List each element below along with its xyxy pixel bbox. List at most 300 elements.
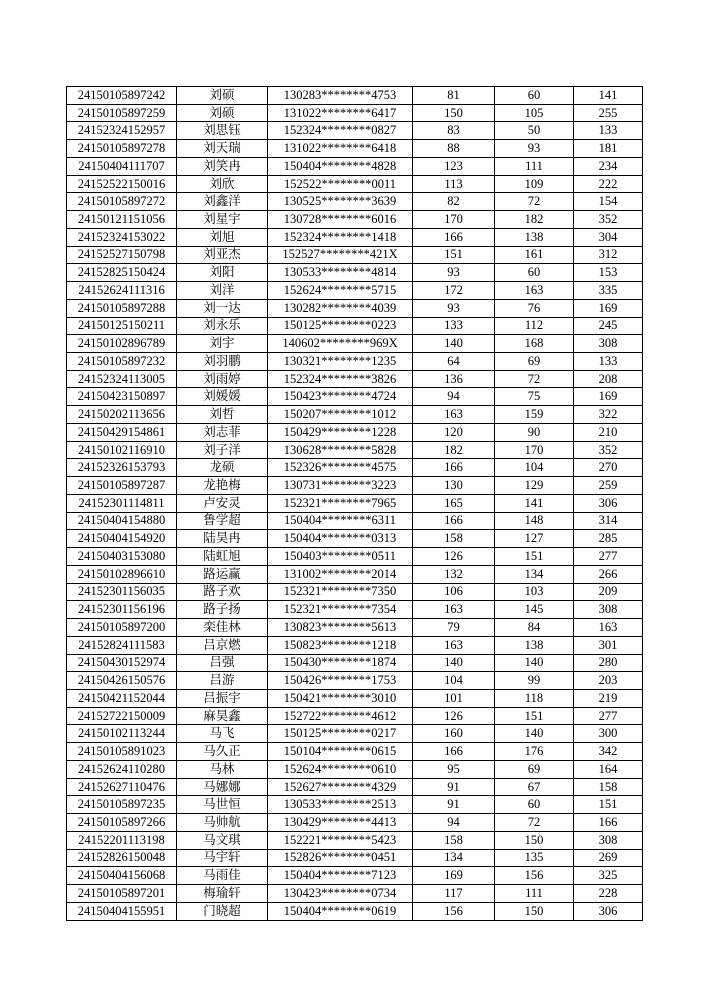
- score-2-cell: 105: [495, 104, 574, 122]
- table-row: [67, 423, 643, 441]
- score-1-cell: 82: [413, 193, 495, 211]
- exam-number-cell: 24150426150576: [67, 672, 177, 690]
- score-1-cell: 95: [413, 760, 495, 778]
- total-score-cell: 151: [574, 796, 643, 814]
- total-score-cell: 308: [574, 831, 643, 849]
- name-cell: 龙硕: [177, 459, 268, 477]
- score-1-cell: 151: [413, 246, 495, 264]
- exam-number-cell: 24152301156035: [67, 583, 177, 601]
- id-card-cell: 131002********2014: [268, 565, 413, 583]
- exam-number-cell: 24150105897232: [67, 353, 177, 371]
- score-2-cell: 135: [495, 849, 574, 867]
- total-score-cell: 269: [574, 849, 643, 867]
- score-2-cell: 50: [495, 122, 574, 140]
- total-score-cell: 166: [574, 814, 643, 832]
- id-card-cell: 150207********1012: [268, 406, 413, 424]
- id-card-cell: 152522********0011: [268, 175, 413, 193]
- name-cell: 吕游: [177, 672, 268, 690]
- score-1-cell: 83: [413, 122, 495, 140]
- exam-number-cell: 24150105897200: [67, 619, 177, 637]
- name-cell: 马文琪: [177, 831, 268, 849]
- total-score-cell: 163: [574, 619, 643, 637]
- score-1-cell: 104: [413, 672, 495, 690]
- score-2-cell: 75: [495, 388, 574, 406]
- table-row: [67, 104, 643, 122]
- id-card-cell: 152624********5715: [268, 282, 413, 300]
- id-card-cell: 152324********0827: [268, 122, 413, 140]
- total-score-cell: 245: [574, 317, 643, 335]
- name-cell: 刘欣: [177, 175, 268, 193]
- table-row: [67, 778, 643, 796]
- exam-number-cell: 24150421152044: [67, 689, 177, 707]
- total-score-cell: 285: [574, 530, 643, 548]
- table-row: [67, 565, 643, 583]
- id-card-cell: 130429********4413: [268, 814, 413, 832]
- table-row: [67, 317, 643, 335]
- total-score-cell: 335: [574, 282, 643, 300]
- table-row: [67, 228, 643, 246]
- score-2-cell: 118: [495, 689, 574, 707]
- name-cell: 马久正: [177, 743, 268, 761]
- score-2-cell: 141: [495, 494, 574, 512]
- exam-number-cell: 24150105897272: [67, 193, 177, 211]
- score-2-cell: 103: [495, 583, 574, 601]
- table-row: [67, 902, 643, 920]
- score-2-cell: 111: [495, 157, 574, 175]
- score-2-cell: 72: [495, 370, 574, 388]
- table-row: [67, 353, 643, 371]
- total-score-cell: 352: [574, 441, 643, 459]
- total-score-cell: 342: [574, 743, 643, 761]
- total-score-cell: 181: [574, 140, 643, 158]
- name-cell: 刘亚杰: [177, 246, 268, 264]
- score-1-cell: 158: [413, 831, 495, 849]
- table-row: [67, 175, 643, 193]
- id-card-cell: 150404********7123: [268, 867, 413, 885]
- name-cell: 刘天瑞: [177, 140, 268, 158]
- score-1-cell: 88: [413, 140, 495, 158]
- id-card-cell: 150404********0313: [268, 530, 413, 548]
- total-score-cell: 314: [574, 512, 643, 530]
- score-1-cell: 170: [413, 211, 495, 229]
- name-cell: 马飞: [177, 725, 268, 743]
- table-row: [67, 743, 643, 761]
- score-1-cell: 140: [413, 654, 495, 672]
- table-row: [67, 760, 643, 778]
- total-score-cell: 203: [574, 672, 643, 690]
- table-row: [67, 672, 643, 690]
- score-1-cell: 132: [413, 565, 495, 583]
- name-cell: 吕振宇: [177, 689, 268, 707]
- total-score-cell: 312: [574, 246, 643, 264]
- exam-number-cell: 24152825150424: [67, 264, 177, 282]
- table-row: [67, 494, 643, 512]
- table-row: [67, 530, 643, 548]
- score-2-cell: 72: [495, 814, 574, 832]
- score-1-cell: 94: [413, 388, 495, 406]
- table-row: [67, 157, 643, 175]
- id-card-cell: 152326********4575: [268, 459, 413, 477]
- total-score-cell: 133: [574, 353, 643, 371]
- name-cell: 吕京燃: [177, 636, 268, 654]
- score-2-cell: 145: [495, 601, 574, 619]
- total-score-cell: 277: [574, 707, 643, 725]
- exam-number-cell: 24150105897278: [67, 140, 177, 158]
- score-2-cell: 156: [495, 867, 574, 885]
- name-cell: 吕强: [177, 654, 268, 672]
- exam-number-cell: 24152624111316: [67, 282, 177, 300]
- id-card-cell: 130533********2513: [268, 796, 413, 814]
- exam-number-cell: 24152324113005: [67, 370, 177, 388]
- table-row: [67, 193, 643, 211]
- name-cell: 卢安灵: [177, 494, 268, 512]
- name-cell: 刘宇: [177, 335, 268, 353]
- score-2-cell: 69: [495, 760, 574, 778]
- score-1-cell: 117: [413, 885, 495, 903]
- total-score-cell: 228: [574, 885, 643, 903]
- name-cell: 刘媛媛: [177, 388, 268, 406]
- table-row: [67, 689, 643, 707]
- score-1-cell: 120: [413, 423, 495, 441]
- id-card-cell: 130423********0734: [268, 885, 413, 903]
- name-cell: 麻昊鑫: [177, 707, 268, 725]
- table-row: [67, 122, 643, 140]
- exam-number-cell: 24150105891023: [67, 743, 177, 761]
- total-score-cell: 308: [574, 335, 643, 353]
- score-2-cell: 112: [495, 317, 574, 335]
- id-card-cell: 150104********0615: [268, 743, 413, 761]
- id-card-cell: 150423********4724: [268, 388, 413, 406]
- exam-number-cell: 24150404111707: [67, 157, 177, 175]
- table-row: [67, 654, 643, 672]
- exam-number-cell: 24152301114811: [67, 494, 177, 512]
- exam-number-cell: 24150105897259: [67, 104, 177, 122]
- total-score-cell: 222: [574, 175, 643, 193]
- total-score-cell: 141: [574, 87, 643, 105]
- id-card-cell: 152527********421X: [268, 246, 413, 264]
- score-2-cell: 127: [495, 530, 574, 548]
- id-card-cell: 130728********6016: [268, 211, 413, 229]
- total-score-cell: 301: [574, 636, 643, 654]
- score-1-cell: 93: [413, 299, 495, 317]
- table-row: [67, 707, 643, 725]
- score-1-cell: 166: [413, 459, 495, 477]
- id-card-cell: 150404********4828: [268, 157, 413, 175]
- exam-number-cell: 24150105897201: [67, 885, 177, 903]
- name-cell: 刘笑冉: [177, 157, 268, 175]
- name-cell: 刘永乐: [177, 317, 268, 335]
- name-cell: 刘志菲: [177, 423, 268, 441]
- name-cell: 陆昊冉: [177, 530, 268, 548]
- table-row: [67, 601, 643, 619]
- name-cell: 刘一达: [177, 299, 268, 317]
- total-score-cell: 209: [574, 583, 643, 601]
- score-2-cell: 170: [495, 441, 574, 459]
- id-card-cell: 152221********5423: [268, 831, 413, 849]
- score-1-cell: 134: [413, 849, 495, 867]
- exam-number-cell: 24150105897242: [67, 87, 177, 105]
- id-card-cell: 152324********3826: [268, 370, 413, 388]
- table-row: [67, 211, 643, 229]
- name-cell: 路运赢: [177, 565, 268, 583]
- name-cell: 刘阳: [177, 264, 268, 282]
- name-cell: 刘洋: [177, 282, 268, 300]
- total-score-cell: 158: [574, 778, 643, 796]
- total-score-cell: 306: [574, 902, 643, 920]
- total-score-cell: 164: [574, 760, 643, 778]
- score-2-cell: 151: [495, 548, 574, 566]
- score-2-cell: 150: [495, 902, 574, 920]
- score-2-cell: 168: [495, 335, 574, 353]
- table-row: [67, 885, 643, 903]
- name-cell: 梅瑜轩: [177, 885, 268, 903]
- total-score-cell: 169: [574, 388, 643, 406]
- total-score-cell: 133: [574, 122, 643, 140]
- score-1-cell: 140: [413, 335, 495, 353]
- exam-number-cell: 24150404155951: [67, 902, 177, 920]
- score-1-cell: 81: [413, 87, 495, 105]
- id-card-cell: 130282********4039: [268, 299, 413, 317]
- total-score-cell: 325: [574, 867, 643, 885]
- name-cell: 刘雨婷: [177, 370, 268, 388]
- exam-number-cell: 24152527150798: [67, 246, 177, 264]
- exam-number-cell: 24152301156196: [67, 601, 177, 619]
- total-score-cell: 280: [574, 654, 643, 672]
- exam-number-cell: 24150102896789: [67, 335, 177, 353]
- table-row: [67, 335, 643, 353]
- table-row: [67, 583, 643, 601]
- exam-number-cell: 24150429154861: [67, 423, 177, 441]
- score-1-cell: 93: [413, 264, 495, 282]
- name-cell: 刘旭: [177, 228, 268, 246]
- table-row: [67, 388, 643, 406]
- score-2-cell: 76: [495, 299, 574, 317]
- score-1-cell: 79: [413, 619, 495, 637]
- score-2-cell: 163: [495, 282, 574, 300]
- name-cell: 刘硕: [177, 87, 268, 105]
- score-1-cell: 136: [413, 370, 495, 388]
- id-card-cell: 131022********6418: [268, 140, 413, 158]
- id-card-cell: 140602********969X: [268, 335, 413, 353]
- id-card-cell: 150404********0619: [268, 902, 413, 920]
- score-2-cell: 150: [495, 831, 574, 849]
- name-cell: 刘硕: [177, 104, 268, 122]
- name-cell: 马世恒: [177, 796, 268, 814]
- score-1-cell: 163: [413, 601, 495, 619]
- score-1-cell: 113: [413, 175, 495, 193]
- score-1-cell: 166: [413, 743, 495, 761]
- id-card-cell: 152324********1418: [268, 228, 413, 246]
- exam-number-cell: 24150105897266: [67, 814, 177, 832]
- score-1-cell: 130: [413, 477, 495, 495]
- name-cell: 鲁学超: [177, 512, 268, 530]
- table-row: [67, 406, 643, 424]
- name-cell: 刘鑫洋: [177, 193, 268, 211]
- id-card-cell: 130525********3639: [268, 193, 413, 211]
- id-card-cell: 130628********5828: [268, 441, 413, 459]
- total-score-cell: 322: [574, 406, 643, 424]
- score-1-cell: 169: [413, 867, 495, 885]
- name-cell: 栾佳林: [177, 619, 268, 637]
- id-card-cell: 131022********6417: [268, 104, 413, 122]
- id-card-cell: 152826********0451: [268, 849, 413, 867]
- score-2-cell: 69: [495, 353, 574, 371]
- score-1-cell: 166: [413, 512, 495, 530]
- score-1-cell: 182: [413, 441, 495, 459]
- score-1-cell: 160: [413, 725, 495, 743]
- score-1-cell: 172: [413, 282, 495, 300]
- score-1-cell: 101: [413, 689, 495, 707]
- name-cell: 马娜娜: [177, 778, 268, 796]
- name-cell: 路子扬: [177, 601, 268, 619]
- total-score-cell: 306: [574, 494, 643, 512]
- total-score-cell: 308: [574, 601, 643, 619]
- name-cell: 马雨佳: [177, 867, 268, 885]
- name-cell: 刘子洋: [177, 441, 268, 459]
- id-card-cell: 150426********1753: [268, 672, 413, 690]
- name-cell: 马帅航: [177, 814, 268, 832]
- total-score-cell: 270: [574, 459, 643, 477]
- score-2-cell: 161: [495, 246, 574, 264]
- score-table: [66, 86, 643, 921]
- total-score-cell: 210: [574, 423, 643, 441]
- name-cell: 马林: [177, 760, 268, 778]
- score-1-cell: 158: [413, 530, 495, 548]
- name-cell: 刘羽鹏: [177, 353, 268, 371]
- id-card-cell: 150421********3010: [268, 689, 413, 707]
- score-2-cell: 104: [495, 459, 574, 477]
- exam-number-cell: 24150105897288: [67, 299, 177, 317]
- id-card-cell: 130731********3223: [268, 477, 413, 495]
- score-2-cell: 60: [495, 796, 574, 814]
- exam-number-cell: 24150202113656: [67, 406, 177, 424]
- score-1-cell: 163: [413, 636, 495, 654]
- total-score-cell: 153: [574, 264, 643, 282]
- score-1-cell: 165: [413, 494, 495, 512]
- exam-number-cell: 24150423150897: [67, 388, 177, 406]
- score-2-cell: 99: [495, 672, 574, 690]
- score-2-cell: 182: [495, 211, 574, 229]
- table-row: [67, 814, 643, 832]
- id-card-cell: 130823********5613: [268, 619, 413, 637]
- exam-number-cell: 24150121151056: [67, 211, 177, 229]
- score-1-cell: 126: [413, 548, 495, 566]
- id-card-cell: 130321********1235: [268, 353, 413, 371]
- name-cell: 刘哲: [177, 406, 268, 424]
- table-row: [67, 619, 643, 637]
- score-2-cell: 72: [495, 193, 574, 211]
- id-card-cell: 152624********0610: [268, 760, 413, 778]
- score-2-cell: 138: [495, 636, 574, 654]
- table-row: [67, 441, 643, 459]
- score-2-cell: 140: [495, 725, 574, 743]
- id-card-cell: 152722********4612: [268, 707, 413, 725]
- exam-number-cell: 24150403153080: [67, 548, 177, 566]
- exam-number-cell: 24152826150048: [67, 849, 177, 867]
- total-score-cell: 304: [574, 228, 643, 246]
- name-cell: 刘星宇: [177, 211, 268, 229]
- exam-number-cell: 24152522150016: [67, 175, 177, 193]
- score-1-cell: 91: [413, 796, 495, 814]
- total-score-cell: 259: [574, 477, 643, 495]
- score-2-cell: 84: [495, 619, 574, 637]
- total-score-cell: 234: [574, 157, 643, 175]
- id-card-cell: 150403********0511: [268, 548, 413, 566]
- exam-number-cell: 24150404154920: [67, 530, 177, 548]
- table-row: [67, 867, 643, 885]
- score-1-cell: 166: [413, 228, 495, 246]
- exam-number-cell: 24150105897287: [67, 477, 177, 495]
- score-2-cell: 67: [495, 778, 574, 796]
- table-row: [67, 725, 643, 743]
- score-2-cell: 60: [495, 264, 574, 282]
- table-row: [67, 264, 643, 282]
- id-card-cell: 130283********4753: [268, 87, 413, 105]
- table-row: [67, 831, 643, 849]
- id-card-cell: 150430********1874: [268, 654, 413, 672]
- exam-number-cell: 24152326153793: [67, 459, 177, 477]
- id-card-cell: 150125********0223: [268, 317, 413, 335]
- table-row: [67, 282, 643, 300]
- score-2-cell: 159: [495, 406, 574, 424]
- score-1-cell: 156: [413, 902, 495, 920]
- score-2-cell: 129: [495, 477, 574, 495]
- table-row: [67, 636, 643, 654]
- id-card-cell: 152321********7350: [268, 583, 413, 601]
- score-1-cell: 133: [413, 317, 495, 335]
- name-cell: 刘思钰: [177, 122, 268, 140]
- exam-number-cell: 24150102896610: [67, 565, 177, 583]
- id-card-cell: 130533********4814: [268, 264, 413, 282]
- total-score-cell: 219: [574, 689, 643, 707]
- score-2-cell: 151: [495, 707, 574, 725]
- score-2-cell: 109: [495, 175, 574, 193]
- id-card-cell: 152627********4329: [268, 778, 413, 796]
- score-1-cell: 94: [413, 814, 495, 832]
- id-card-cell: 150125********0217: [268, 725, 413, 743]
- name-cell: 马宇轩: [177, 849, 268, 867]
- exam-number-cell: 24150105897235: [67, 796, 177, 814]
- score-2-cell: 138: [495, 228, 574, 246]
- score-1-cell: 91: [413, 778, 495, 796]
- table-row: [67, 512, 643, 530]
- name-cell: 龙艳梅: [177, 477, 268, 495]
- score-2-cell: 93: [495, 140, 574, 158]
- id-card-cell: 152321********7354: [268, 601, 413, 619]
- table-row: [67, 246, 643, 264]
- total-score-cell: 277: [574, 548, 643, 566]
- table-row: [67, 140, 643, 158]
- table-row: [67, 849, 643, 867]
- total-score-cell: 154: [574, 193, 643, 211]
- total-score-cell: 266: [574, 565, 643, 583]
- id-card-cell: 152321********7965: [268, 494, 413, 512]
- total-score-cell: 169: [574, 299, 643, 317]
- score-2-cell: 111: [495, 885, 574, 903]
- score-2-cell: 140: [495, 654, 574, 672]
- exam-number-cell: 24152722150009: [67, 707, 177, 725]
- exam-number-cell: 24152824111583: [67, 636, 177, 654]
- total-score-cell: 208: [574, 370, 643, 388]
- id-card-cell: 150823********1218: [268, 636, 413, 654]
- table-row: [67, 87, 643, 105]
- score-1-cell: 123: [413, 157, 495, 175]
- exam-number-cell: 24150102113244: [67, 725, 177, 743]
- name-cell: 门晓超: [177, 902, 268, 920]
- exam-number-cell: 24152324153022: [67, 228, 177, 246]
- exam-number-cell: 24150430152974: [67, 654, 177, 672]
- exam-number-cell: 24152624110280: [67, 760, 177, 778]
